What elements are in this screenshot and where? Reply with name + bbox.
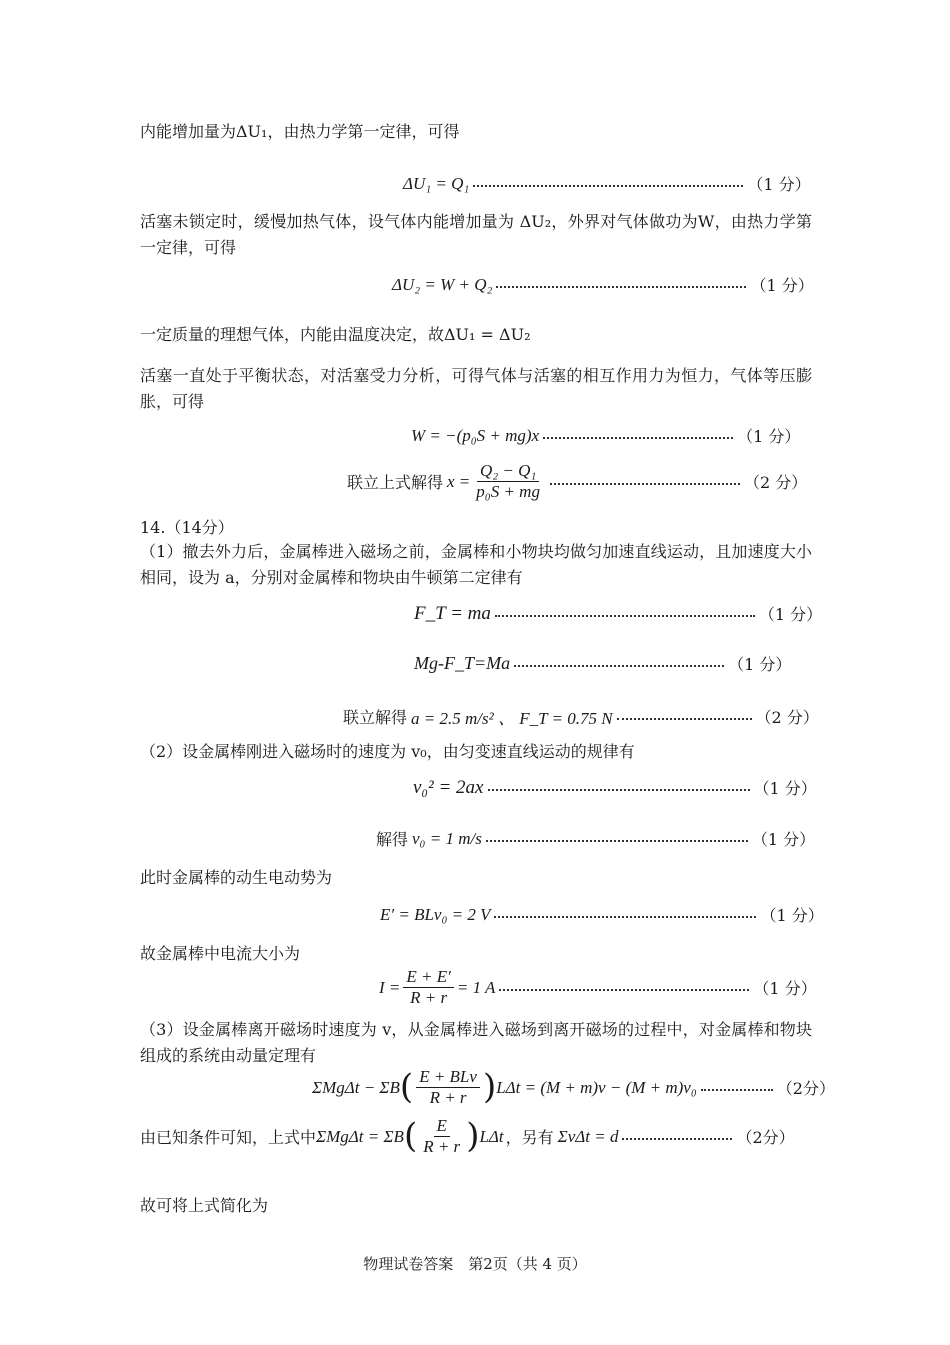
dot-leader xyxy=(701,1089,773,1091)
equation-11 xyxy=(379,968,817,1007)
score-5: （1 分） xyxy=(758,605,823,624)
equation-13 xyxy=(140,1117,795,1156)
fraction-numerator: E + E′ xyxy=(403,968,453,988)
equation-13-prefix: 由已知条件可知，上式中 xyxy=(140,1128,317,1147)
dot-leader xyxy=(550,483,740,485)
fraction-numerator: Q₂ − Q₁ xyxy=(477,462,539,482)
equation-4-lhs: x = xyxy=(447,471,471,491)
paragraph-ideal-gas: 一定质量的理想气体，内能由温度决定，故ΔU₁ = ΔU₂ xyxy=(140,325,531,344)
equation-6 xyxy=(414,652,791,675)
equation-2 xyxy=(392,273,814,296)
paragraph-piston-unlocked: 活塞未锁定时，缓慢加热气体，设气体内能增加量为 ΔU₂，外界对气体做功为W，由热力学第一定律，可得 xyxy=(140,212,812,257)
equation-12 xyxy=(312,1068,835,1107)
equation-5-text: F_T = ma xyxy=(414,602,491,624)
score-9: （1 分） xyxy=(751,830,816,849)
score-7: （2 分） xyxy=(755,708,819,727)
fraction xyxy=(473,462,543,501)
left-paren: ( xyxy=(403,1115,418,1156)
equation-13-a: ΣMgΔt = ΣB xyxy=(316,1126,404,1146)
equation-7 xyxy=(343,704,819,729)
right-paren: ) xyxy=(466,1115,480,1156)
page-footer: 物理试卷答案 第2页（共 4 页） xyxy=(363,1255,587,1273)
score-13: （2分） xyxy=(736,1128,795,1147)
equation-4-prefix: 联立上式解得 xyxy=(347,473,444,492)
paragraph-current: 故金属棒中电流大小为 xyxy=(140,944,301,963)
dot-leader xyxy=(494,916,756,918)
equation-3-text: W = −(p₀S + mg)x xyxy=(411,425,540,445)
paragraph-motional-emf: 此时金属棒的动生电动势为 xyxy=(140,868,333,887)
equation-10 xyxy=(380,903,824,926)
equation-7-prefix: 联立解得 xyxy=(343,708,408,727)
right-paren: ) xyxy=(482,1066,497,1107)
score-3: （1 分） xyxy=(737,427,801,446)
fraction xyxy=(416,1068,480,1107)
dot-leader xyxy=(617,718,752,720)
equation-7-text: a = 2.5 m/s² 、 F_T = 0.75 N xyxy=(411,709,613,728)
fraction-numerator: E + BLv xyxy=(416,1068,480,1088)
score-1: （1 分） xyxy=(747,175,811,194)
fraction-numerator: E xyxy=(434,1117,450,1137)
dot-leader xyxy=(514,665,724,667)
dot-leader xyxy=(499,989,749,991)
score-11: （1 分） xyxy=(753,979,817,998)
fraction-denominator: R + r xyxy=(429,1088,467,1107)
equation-3 xyxy=(411,424,800,447)
paragraph-equilibrium: 活塞一直处于平衡状态，对活塞受力分析，可得气体与活塞的相互作用力为恒力，气体等压膨胀，可得 xyxy=(140,366,812,411)
score-10: （1 分） xyxy=(760,906,824,925)
equation-10-text: E′ = BLv₀ = 2 V xyxy=(380,904,491,924)
equation-1-text: ΔU₁ = Q₁ xyxy=(403,173,470,193)
fraction-denominator: p₀S + mg xyxy=(476,482,540,501)
equation-4 xyxy=(347,462,807,501)
dot-leader xyxy=(622,1138,732,1140)
paragraph-simplify: 故可将上式简化为 xyxy=(140,1196,269,1215)
equation-2-text: ΔU₂ = W + Q₂ xyxy=(392,274,493,294)
score-4: （2 分） xyxy=(743,473,808,492)
question-14-heading: 14.（14分） xyxy=(140,518,234,537)
left-paren: ( xyxy=(399,1066,414,1107)
dot-leader xyxy=(486,840,748,842)
score-8: （1 分） xyxy=(753,779,817,798)
equation-1 xyxy=(403,172,811,195)
dot-leader xyxy=(495,615,755,617)
equation-11-rhs: = 1 A xyxy=(456,977,496,997)
paragraph-part-2: （2）设金属棒刚进入磁场时的速度为 v₀，由匀变速直线运动的规律有 xyxy=(140,742,635,761)
dot-leader xyxy=(473,185,743,187)
equation-12-a: ΣMgΔt − ΣB xyxy=(312,1077,400,1097)
fraction xyxy=(403,968,453,1007)
paragraph-internal-energy: 内能增加量为ΔU₁，由热力学第一定律，可得 xyxy=(140,122,460,141)
equation-9-text: v₀ = 1 m/s xyxy=(412,828,482,848)
equation-8 xyxy=(413,776,817,799)
equation-13-c: ΣvΔt = d xyxy=(557,1126,619,1146)
dot-leader xyxy=(488,789,750,791)
paragraph-part-3: （3）设金属棒离开磁场时速度为 v，从金属棒进入磁场到离开磁场的过程中，对金属棒和物块组成的系统由动量定理有 xyxy=(140,1020,812,1065)
equation-11-lhs: I = xyxy=(379,977,401,997)
score-6: （1 分） xyxy=(728,655,792,674)
equation-12-b: LΔt = (M + m)v − (M + m)v₀ xyxy=(496,1077,697,1097)
fraction-denominator: R + r xyxy=(410,988,448,1007)
paragraph-part-1: （1）撤去外力后，金属棒进入磁场之前，金属棒和小物块均做匀加速直线运动，且加速度大小相同，设为 a，分别对金属棒和物块由牛顿第二定律有 xyxy=(140,542,812,587)
equation-9 xyxy=(376,827,815,850)
fraction xyxy=(420,1117,463,1156)
equation-6-text: Mg-F_T=Ma xyxy=(414,653,511,673)
equation-9-prefix: 解得 xyxy=(376,830,409,849)
equation-5 xyxy=(414,602,822,625)
fraction-denominator: R + r xyxy=(423,1137,461,1156)
equation-13-b: LΔt xyxy=(479,1126,504,1146)
dot-leader xyxy=(496,286,746,288)
dot-leader xyxy=(543,437,733,439)
score-12: （2分） xyxy=(776,1079,835,1098)
score-2: （1 分） xyxy=(750,276,814,295)
equation-13-mid: ，另有 xyxy=(505,1128,554,1147)
equation-8-text: v₀² = 2ax xyxy=(413,776,484,798)
